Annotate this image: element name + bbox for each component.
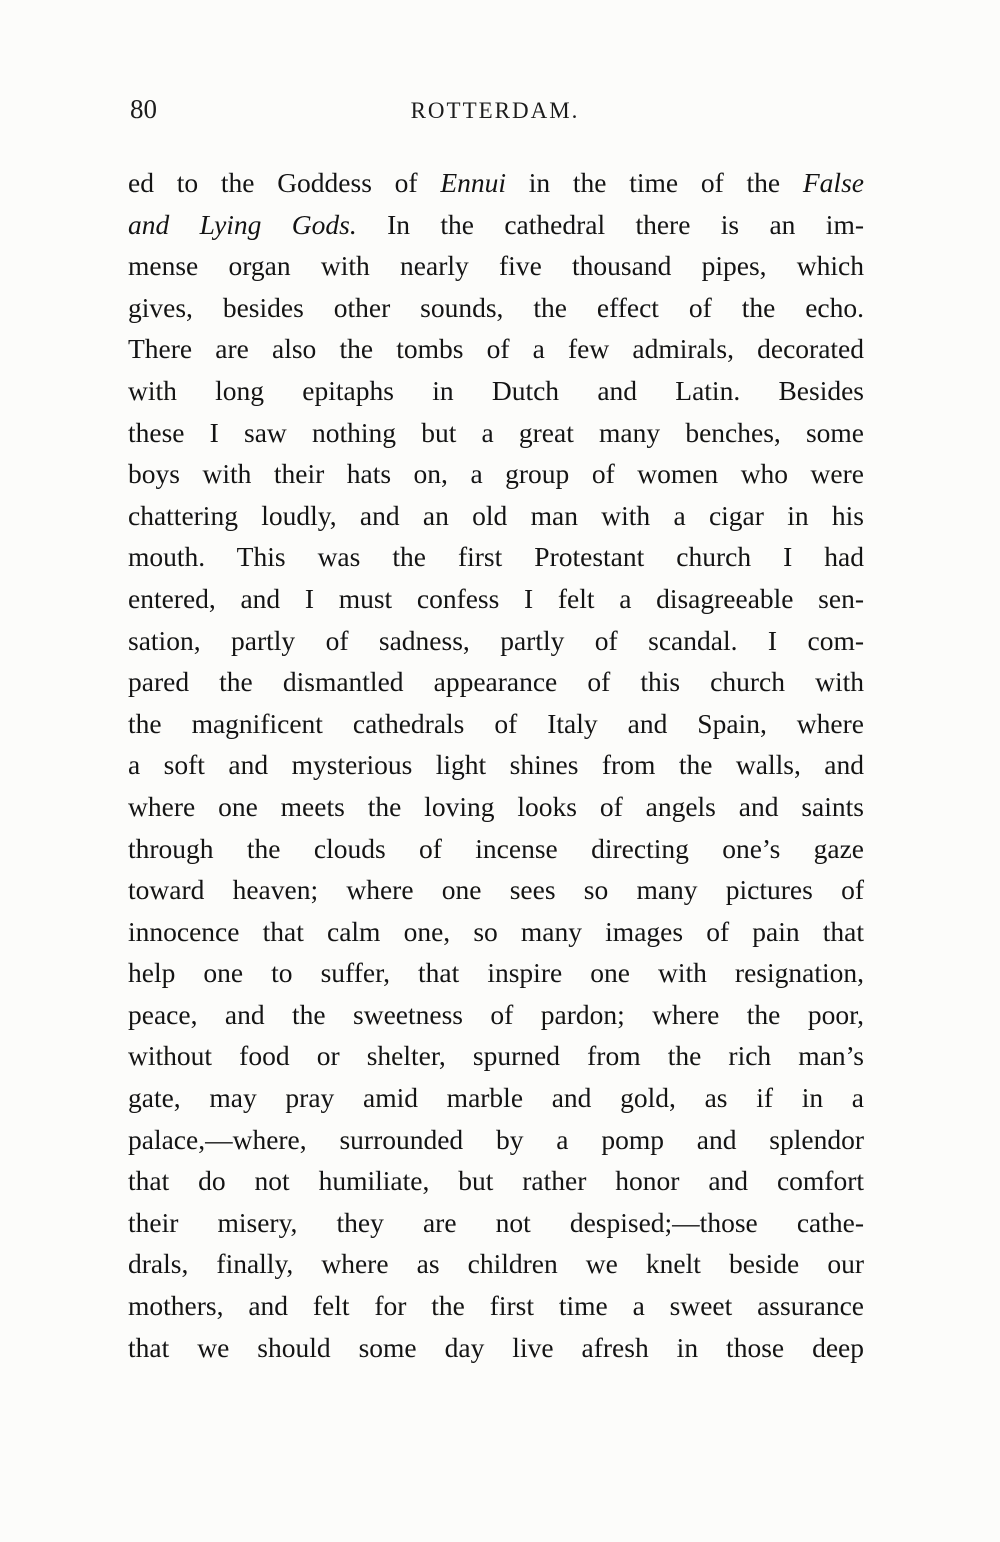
- text-segment: innocence that calm one, so many images of pain that: [128, 915, 864, 947]
- text-segment: help one to suffer, that inspire one with resignation,: [128, 957, 864, 989]
- italic-text-segment: Ennui: [440, 167, 507, 198]
- text-line: [128, 453, 864, 495]
- text-line: [128, 1243, 864, 1285]
- text-segment: with long epitaphs in Dutch and Latin. Besides: [128, 374, 864, 406]
- text-line: [128, 1285, 864, 1327]
- text-line: [128, 744, 864, 786]
- text-line: [128, 952, 864, 994]
- text-segment: that do not humiliate, but rather honor and comfort: [128, 1165, 864, 1197]
- text-line: [128, 245, 864, 287]
- text-segment: gives, besides other sounds, the effect of the echo.: [128, 291, 864, 323]
- text-segment: a soft and mysterious light shines from the walls, and: [128, 749, 864, 781]
- text-segment: chattering loudly, and an old man with a cigar in his: [128, 499, 864, 531]
- text-segment: the magnificent cathedrals of Italy and Spain, where: [128, 707, 864, 739]
- text-line: [128, 786, 864, 828]
- text-segment: ed to the Goddess of: [128, 167, 441, 198]
- text-segment: mothers, and felt for the first time a sweet assurance: [128, 1290, 864, 1322]
- text-line: [128, 661, 864, 703]
- text-segment: In the cathedral there is an im-: [356, 208, 864, 240]
- text-segment: entered, and I must confess I felt a disagreeable sen-: [128, 582, 864, 614]
- running-title: ROTTERDAM.: [410, 98, 580, 123]
- text-line: [128, 287, 864, 329]
- body-text: [128, 162, 864, 1368]
- italic-text-segment: False: [802, 167, 864, 198]
- text-line: [128, 204, 864, 246]
- text-segment: gate, may pray amid marble and gold, as if in a: [128, 1082, 864, 1114]
- text-line: [128, 620, 864, 662]
- text-segment: There are also the tombs of a few admirals, decorated: [128, 333, 864, 365]
- italic-text-segment: and Lying Gods.: [128, 208, 357, 240]
- text-segment: where one meets the loving looks of angels and saints: [128, 790, 864, 822]
- text-segment: in the time of the: [506, 167, 803, 198]
- text-segment: sation, partly of sadness, partly of scandal. I com-: [128, 624, 864, 656]
- text-line: [128, 1160, 864, 1202]
- text-segment: peace, and the sweetness of pardon; where the poor,: [128, 998, 864, 1030]
- text-segment: their misery, they are not despised;—those cathe-: [128, 1206, 864, 1238]
- text-line: [128, 869, 864, 911]
- text-line: [128, 994, 864, 1036]
- text-line: [128, 828, 864, 870]
- text-line: [128, 1327, 864, 1369]
- page-number: 80: [130, 94, 157, 124]
- text-line: [128, 412, 864, 454]
- text-line: [128, 162, 864, 204]
- text-line: [128, 370, 864, 412]
- text-segment: mense organ with nearly five thousand pipes, which: [128, 250, 864, 282]
- text-segment: mouth. This was the first Protestant church I had: [128, 541, 864, 573]
- text-line: [128, 703, 864, 745]
- text-line: [128, 578, 864, 620]
- text-segment: toward heaven; where one sees so many pictures of: [128, 874, 864, 906]
- text-line: [128, 1202, 864, 1244]
- text-segment: without food or shelter, spurned from the rich man’s: [128, 1040, 864, 1072]
- text-line: [128, 1077, 864, 1119]
- text-line: [128, 536, 864, 578]
- text-segment: boys with their hats on, a group of women who were: [128, 458, 864, 490]
- text-segment: drals, finally, where as children we knelt beside our: [128, 1248, 864, 1280]
- text-line: [128, 1035, 864, 1077]
- text-line: [128, 495, 864, 537]
- text-segment: these I saw nothing but a great many benches, some: [128, 416, 864, 448]
- text-segment: through the clouds of incense directing one’s gaze: [128, 832, 864, 864]
- text-line: [128, 1119, 864, 1161]
- text-line: [128, 911, 864, 953]
- text-segment: pared the dismantled appearance of this church with: [128, 666, 864, 698]
- text-segment: that we should some day live afresh in those deep: [128, 1331, 864, 1363]
- text-line: [128, 328, 864, 370]
- text-segment: palace,—where, surrounded by a pomp and splendor: [128, 1123, 864, 1155]
